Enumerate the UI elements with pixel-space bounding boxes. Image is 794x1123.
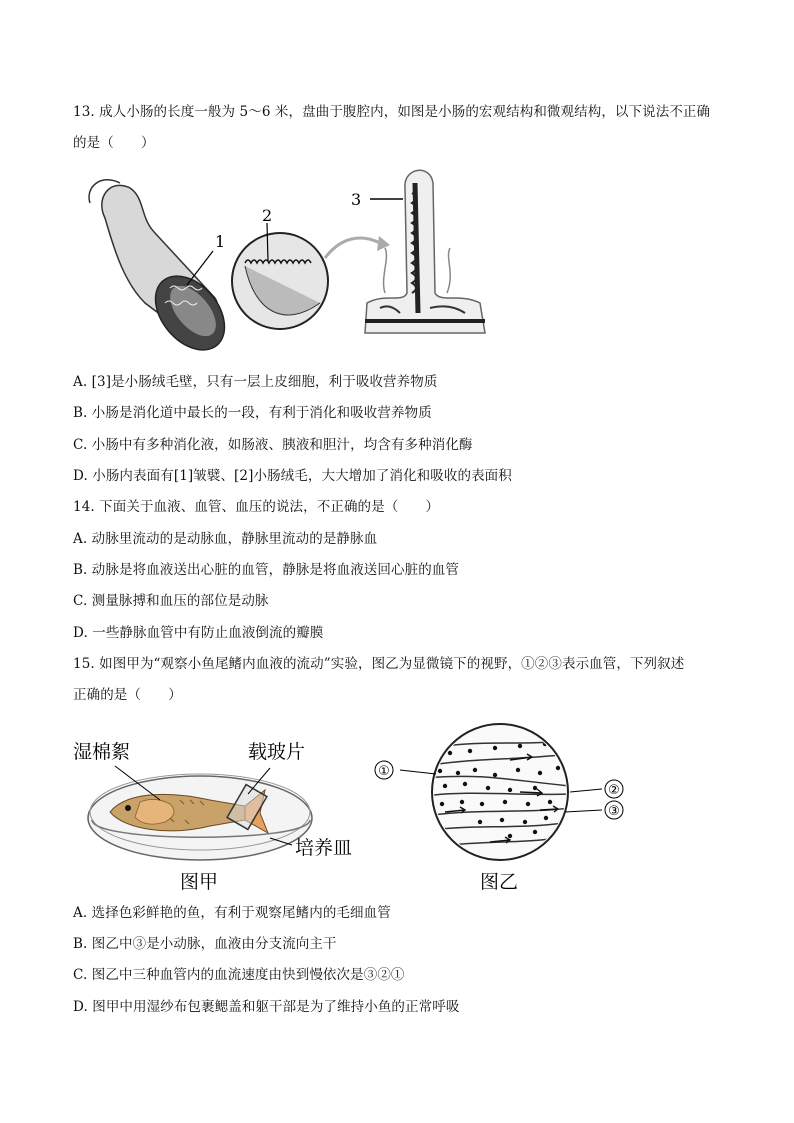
q15-option-c: C. 图乙中三种血管内的血流速度由快到慢依次是③②①: [73, 967, 405, 983]
q13-option-c: C. 小肠中有多种消化液，如肠液、胰液和胆汁，均含有多种消化酶: [73, 437, 473, 453]
figure-yi-microscope-view: [370, 718, 640, 896]
q14-option-d: D. 一些静脉血管中有防止血液倒流的瓣膜: [73, 625, 324, 641]
q14-option-b: B. 动脉是将血液送出心脏的血管，静脉是将血液送回心脏的血管: [73, 562, 460, 578]
villi-magnified-circle: [232, 233, 328, 329]
q14-option-c: C. 测量脉搏和血压的部位是动脉: [73, 593, 269, 609]
q14-stem: 14. 下面关于血液、血管、血压的说法，不正确的是（ ）: [73, 499, 440, 515]
label-petri-dish: 培养皿: [295, 837, 353, 859]
label-3: 3: [351, 190, 362, 209]
figure-yi-caption: 图乙: [480, 871, 519, 893]
q14-option-a: A. 动脉里流动的是动脉血，静脉里流动的是静脉血: [73, 531, 378, 547]
label-wet-cotton: 湿棉絮: [73, 741, 131, 763]
q15-stem-line-1: 15. 如图甲为“观察小鱼尾鳍内血液的流动”实验，图乙为显微镜下的视野，①②③表示血管，下列叙述: [73, 656, 685, 672]
q15-option-b: B. 图乙中③是小动脉，血液由分支流向主干: [73, 936, 337, 952]
q15-stem-line-2: 正确的是（ ）: [73, 687, 182, 703]
label-1: 1: [215, 232, 226, 251]
figure-jia-fish-in-dish: [70, 728, 370, 896]
mark-3: ③: [608, 804, 620, 819]
q15-option-a: A. 选择色彩鲜艳的鱼，有利于观察尾鳍内的毛细血管: [73, 905, 391, 921]
q13-stem-line-2: 的是（ ）: [73, 135, 155, 151]
figure-jia-caption: 图甲: [180, 871, 219, 893]
q13-intestine-figure: [85, 163, 515, 358]
mark-1: ①: [378, 764, 390, 779]
q15-option-d: D. 图甲中用湿纱布包裹鳃盖和躯干部是为了维持小鱼的正常呼吸: [73, 999, 460, 1015]
single-villus-illustration: [365, 170, 485, 333]
q13-option-a: A. [3]是小肠绒毛壁，只有一层上皮细胞，利于吸收营养物质: [73, 374, 438, 390]
q13-option-b: B. 小肠是消化道中最长的一段，有利于消化和吸收营养物质: [73, 405, 432, 421]
mark-2: ②: [608, 783, 620, 798]
label-glass-slide: 载玻片: [248, 741, 306, 763]
label-2: 2: [262, 206, 273, 225]
q13-option-d: D. 小肠内表面有[1]皱襞、[2]小肠绒毛，大大增加了消化和吸收的表面积: [73, 468, 512, 484]
q13-stem-line-1: 13. 成人小肠的长度一般为 5～6 米，盘曲于腹腔内，如图是小肠的宏观结构和微观结构，以下说法不正确: [73, 104, 711, 120]
intestine-tube-illustration: [89, 180, 238, 358]
